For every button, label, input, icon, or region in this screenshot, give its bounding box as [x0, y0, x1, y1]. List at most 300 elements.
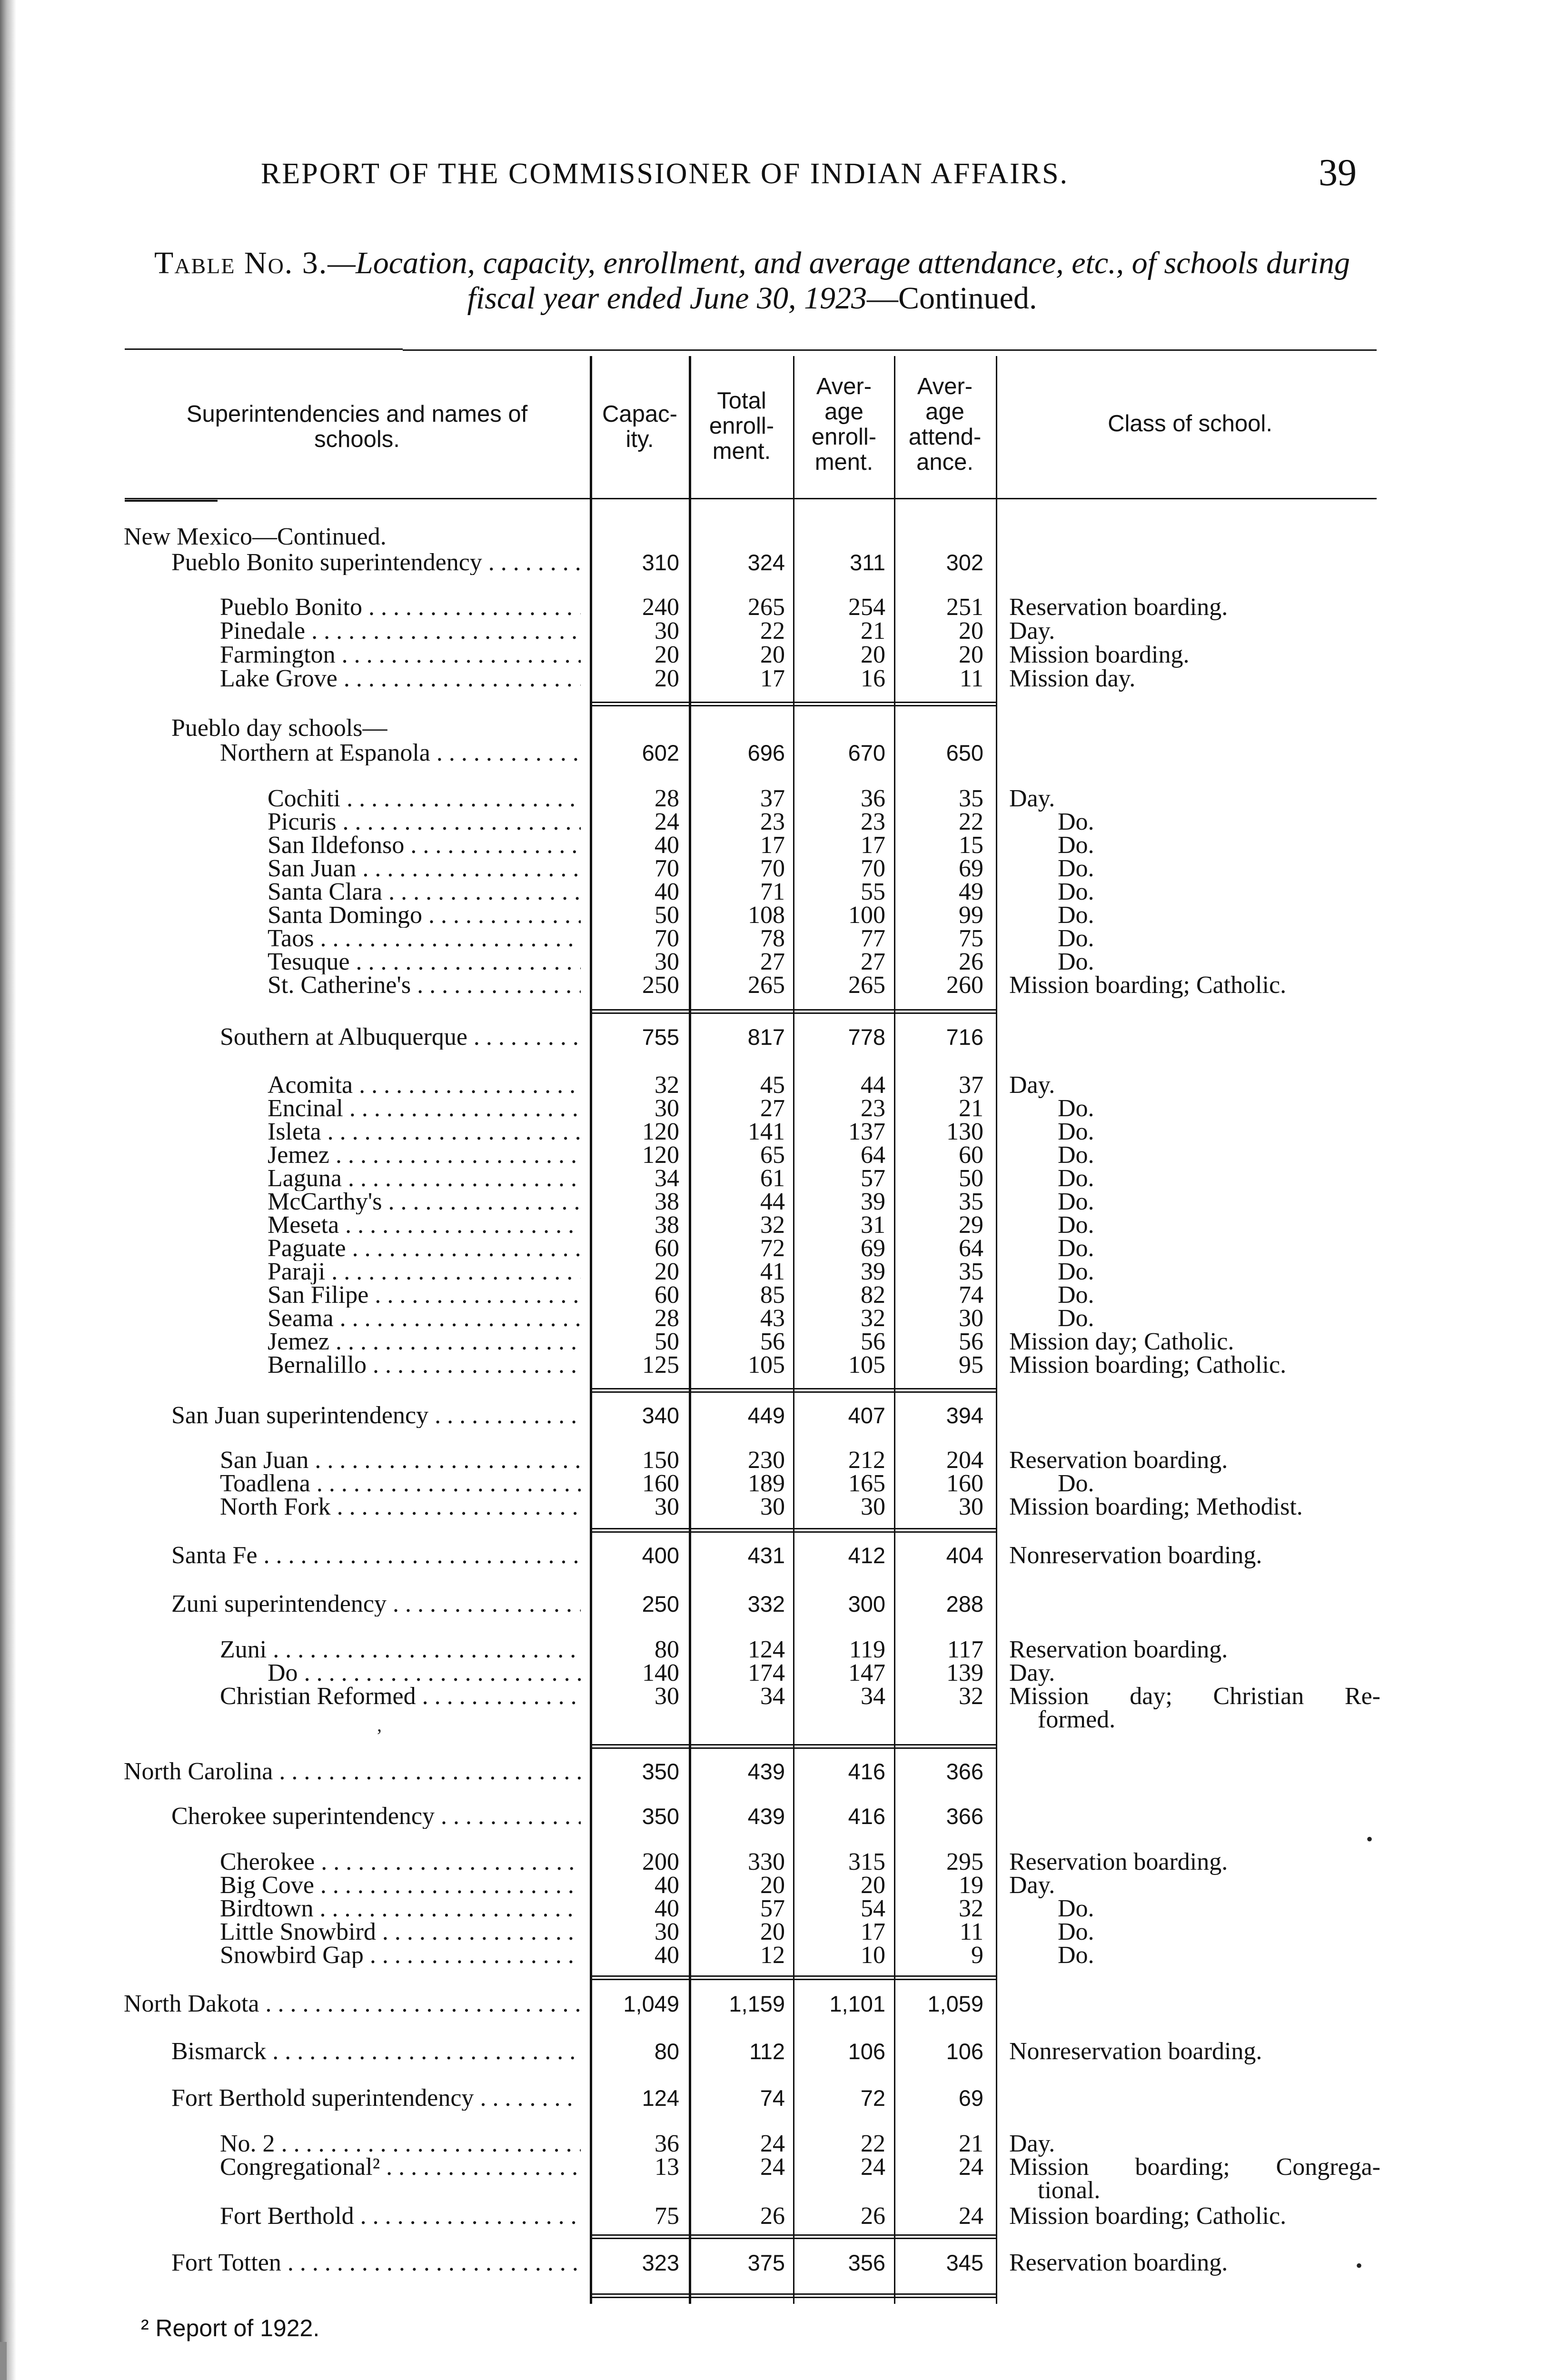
- class-of-school: Day.: [1009, 1659, 1055, 1686]
- class-of-school: Mission day; Christian Re-: [1009, 1683, 1380, 1710]
- school-name: Isleta . . .: [268, 1120, 581, 1144]
- total-enrollment-value: 439: [747, 1759, 785, 1784]
- page-edge-shadow-bottom: [0, 2342, 7, 2380]
- total-enrollment-value: 34: [760, 1683, 785, 1710]
- average-enrollment-value: 356: [848, 2250, 885, 2275]
- table-row: [0, 1495, 1558, 1519]
- school-name: Santa Domingo . . .: [268, 903, 581, 928]
- class-of-school: Do.: [1058, 1095, 1094, 1122]
- table-row: [0, 643, 1558, 667]
- subtotal-rule: [590, 1747, 997, 1749]
- school-name: Laguna . . .: [268, 1166, 581, 1191]
- class-of-school: formed.: [1038, 1706, 1116, 1733]
- average-attendance-value: 60: [959, 1141, 983, 1169]
- average-enrollment-value: 315: [848, 1848, 885, 1875]
- average-attendance-value: 11: [959, 665, 983, 692]
- school-name: Birdtown . . .: [220, 1896, 581, 1921]
- capacity-value: 150: [642, 1447, 679, 1474]
- capacity-value: 28: [655, 1305, 679, 1332]
- class-of-school: Do.: [1058, 1235, 1094, 1262]
- school-name: Do . . .: [268, 1661, 581, 1686]
- average-attendance-value: 49: [959, 878, 983, 905]
- class-of-school: Reservation boarding.: [1009, 1636, 1228, 1663]
- capacity-value: 310: [642, 550, 679, 575]
- total-enrollment-value: 141: [748, 1118, 785, 1145]
- average-attendance-value: 75: [959, 925, 983, 952]
- class-of-school: Mission boarding.: [1009, 641, 1190, 668]
- average-attendance-value: 404: [946, 1543, 983, 1568]
- average-attendance-value: 26: [959, 948, 983, 975]
- total-enrollment-value: 85: [760, 1281, 785, 1309]
- class-of-school: Do.: [1058, 1188, 1094, 1215]
- capacity-value: 124: [642, 2085, 679, 2111]
- total-enrollment-value: 27: [760, 948, 785, 975]
- total-enrollment-value: 30: [760, 1493, 785, 1520]
- school-name: Toadlena . . .: [220, 1471, 581, 1496]
- capacity-value: 340: [642, 1403, 679, 1428]
- capacity-value: 350: [642, 1804, 679, 1829]
- total-enrollment-value: 24: [760, 2130, 785, 2157]
- capacity-value: 1,049: [623, 1991, 679, 2016]
- average-attendance-value: 37: [959, 1071, 983, 1099]
- scan-mark: •: [1356, 2255, 1363, 2276]
- school-name: Little Snowbird . . .: [220, 1920, 581, 1944]
- total-enrollment-value: 44: [760, 1188, 785, 1215]
- capacity-value: 30: [655, 1095, 679, 1122]
- average-enrollment-value: 407: [848, 1403, 885, 1428]
- average-enrollment-value: 311: [850, 550, 885, 575]
- total-enrollment-value: 17: [760, 832, 785, 859]
- table-row: [0, 1073, 1558, 1098]
- capacity-value: 20: [655, 1258, 679, 1285]
- header-bottom-rule: [125, 498, 1377, 499]
- total-enrollment-value: 26: [760, 2202, 785, 2230]
- total-enrollment-value: 17: [760, 665, 785, 692]
- table-row: [0, 1096, 1558, 1121]
- table-row: [0, 1259, 1558, 1284]
- average-attendance-value: 99: [959, 902, 983, 929]
- class-of-school: Do.: [1058, 1211, 1094, 1239]
- table-row: [0, 880, 1558, 904]
- average-attendance-value: 295: [946, 1848, 983, 1875]
- scan-mark: •: [1366, 1828, 1373, 1850]
- average-attendance-value: 32: [959, 1895, 983, 1922]
- class-of-school: Mission boarding; Methodist.: [1009, 1493, 1303, 1520]
- table-row: [0, 1283, 1558, 1308]
- scan-mark: ,: [377, 1714, 382, 1735]
- total-enrollment-value: 330: [748, 1848, 785, 1875]
- capacity-value: 140: [642, 1659, 679, 1686]
- average-attendance-value: 366: [946, 1804, 983, 1829]
- school-name: North Fork . . .: [220, 1495, 581, 1519]
- capacity-value: 40: [655, 1942, 679, 1969]
- average-enrollment-value: 416: [848, 1804, 885, 1829]
- average-attendance-value: 50: [959, 1165, 983, 1192]
- class-of-school: Day.: [1009, 785, 1055, 812]
- average-attendance-value: 1,059: [927, 1991, 983, 2016]
- school-name: Acomita . . .: [268, 1073, 581, 1098]
- subtotal-rule: [590, 1744, 997, 1745]
- table-row: [0, 1661, 1558, 1686]
- class-of-school: Do.: [1058, 1165, 1094, 1192]
- school-name: North Dakota . . .: [124, 1992, 581, 2016]
- table-row: [0, 2039, 1558, 2064]
- table-caption: —Location, capacity, enrollment, and average attendance, etc., of schools during fiscal year ended June 30, 1923: [327, 246, 1350, 316]
- average-attendance-value: 64: [959, 1235, 983, 1262]
- capacity-value: 28: [655, 785, 679, 812]
- table-row: [0, 2132, 1558, 2156]
- total-enrollment-value: 61: [760, 1165, 785, 1192]
- school-name: Pueblo day schools—: [171, 716, 387, 741]
- capacity-value: 323: [642, 2250, 679, 2275]
- school-name: Tesuque . . .: [268, 950, 581, 974]
- subtotal-rule: [590, 1012, 997, 1014]
- average-enrollment-value: 16: [861, 665, 885, 692]
- total-enrollment-value: 72: [760, 1235, 785, 1262]
- school-name: Pinedale . . .: [220, 619, 581, 644]
- table-row: [0, 1684, 1558, 1709]
- average-enrollment-value: 31: [861, 1211, 885, 1239]
- school-name: New Mexico—Continued.: [124, 525, 387, 549]
- average-attendance-value: 56: [959, 1328, 983, 1355]
- capacity-value: 34: [655, 1165, 679, 1192]
- table-row: [0, 716, 1558, 741]
- average-attendance-value: 15: [959, 832, 983, 859]
- average-enrollment-value: 77: [861, 925, 885, 952]
- table-title: [124, 246, 1380, 316]
- class-of-school: Mission boarding; Catholic.: [1009, 2202, 1287, 2230]
- class-of-school: Do.: [1058, 1942, 1094, 1969]
- school-name: Snowbird Gap . . .: [220, 1943, 581, 1968]
- class-of-school: Do.: [1058, 925, 1094, 952]
- average-attendance-value: 69: [958, 2085, 983, 2111]
- class-of-school: Nonreservation boarding.: [1009, 1542, 1262, 1569]
- table-row: [0, 1190, 1558, 1214]
- total-enrollment-value: 324: [747, 550, 785, 575]
- total-enrollment-value: 108: [748, 902, 785, 929]
- school-name: Bismarck . . .: [171, 2039, 581, 2064]
- total-enrollment-value: 41: [760, 1258, 785, 1285]
- total-enrollment-value: 45: [760, 1071, 785, 1099]
- average-attendance-value: 130: [946, 1118, 983, 1145]
- school-name: Cochiti . . .: [268, 786, 581, 811]
- school-name: Zuni . . .: [220, 1637, 581, 1662]
- class-of-school: Day.: [1009, 1872, 1055, 1899]
- total-enrollment-value: 1,159: [729, 1991, 785, 2016]
- class-of-school: Mission boarding; Catholic.: [1009, 1351, 1287, 1378]
- table-row: [0, 1873, 1558, 1898]
- class-of-school: Mission boarding; Catholic.: [1009, 972, 1287, 999]
- total-enrollment-value: 20: [760, 1918, 785, 1945]
- average-enrollment-value: 265: [848, 972, 885, 999]
- total-enrollment-value: 12: [760, 1942, 785, 1969]
- table-top-rule-left: [125, 348, 403, 350]
- table-row: [0, 1543, 1558, 1568]
- school-name: Lake Grove . . .: [220, 666, 581, 691]
- subtotal-rule: [590, 1975, 997, 1977]
- average-enrollment-value: 72: [860, 2085, 885, 2111]
- total-enrollment-value: 174: [748, 1659, 785, 1686]
- average-enrollment-value: 36: [861, 785, 885, 812]
- average-enrollment-value: 20: [861, 641, 885, 668]
- school-name: San Juan . . .: [220, 1448, 581, 1473]
- capacity-value: 250: [642, 972, 679, 999]
- school-name: North Carolina . . .: [124, 1759, 581, 1784]
- total-enrollment-value: 56: [760, 1328, 785, 1355]
- capacity-value: 125: [642, 1351, 679, 1378]
- class-of-school: Reservation boarding.: [1009, 1848, 1228, 1875]
- school-name: San Filipe . . .: [268, 1283, 581, 1308]
- average-enrollment-value: 70: [861, 855, 885, 882]
- school-name: Bernalillo . . .: [268, 1353, 581, 1378]
- column-header-schools: Superintendencies and names of schools.: [186, 401, 528, 452]
- column-header-average-enrollment: Aver- age enroll- ment.: [811, 374, 877, 475]
- total-enrollment-value: 74: [760, 2085, 785, 2111]
- average-attendance-value: 302: [946, 550, 983, 575]
- capacity-value: 40: [655, 832, 679, 859]
- class-of-school: Reservation boarding.: [1009, 1447, 1228, 1474]
- school-name: Jemez . . .: [268, 1143, 581, 1168]
- school-name: Encinal . . .: [268, 1096, 581, 1121]
- average-enrollment-value: 34: [861, 1683, 885, 1710]
- school-name: Congregational² . . .: [220, 2155, 581, 2180]
- class-of-school: Do.: [1058, 808, 1094, 835]
- capacity-value: 30: [655, 1683, 679, 1710]
- subtotal-rule: [590, 1979, 997, 1980]
- school-name: San Juan . . .: [268, 856, 581, 881]
- school-name: No. 2 . . .: [220, 2132, 581, 2156]
- capacity-value: 60: [655, 1281, 679, 1309]
- table-row: [0, 810, 1558, 834]
- total-enrollment-value: 20: [760, 1872, 785, 1899]
- average-attendance-value: 35: [959, 785, 983, 812]
- average-enrollment-value: 137: [848, 1118, 885, 1145]
- capacity-value: 70: [655, 925, 679, 952]
- capacity-value: 38: [655, 1188, 679, 1215]
- school-name: Zuni superintendency . . .: [171, 1592, 581, 1616]
- average-enrollment-value: 27: [861, 948, 885, 975]
- average-attendance-value: 95: [959, 1351, 983, 1378]
- average-attendance-value: 29: [959, 1211, 983, 1239]
- capacity-value: 602: [642, 740, 679, 765]
- table-row: [0, 550, 1558, 575]
- total-enrollment-value: 439: [747, 1804, 785, 1829]
- total-enrollment-value: 70: [760, 855, 785, 882]
- table-row: [0, 595, 1558, 620]
- table-label: Table No. 3.: [154, 246, 328, 280]
- capacity-value: 240: [642, 594, 679, 621]
- table-bottom-rule: [590, 2293, 997, 2295]
- table-row: [0, 926, 1558, 951]
- table-row: [0, 1850, 1558, 1874]
- subtotal-rule: [590, 1391, 997, 1393]
- capacity-value: 36: [655, 2130, 679, 2157]
- average-attendance-value: 106: [946, 2039, 983, 2064]
- running-head: REPORT OF THE COMMISSIONER OF INDIAN AFFAIRS.: [261, 158, 1069, 190]
- average-attendance-value: 204: [946, 1447, 983, 1474]
- average-enrollment-value: 670: [848, 740, 885, 765]
- average-attendance-value: 650: [946, 740, 983, 765]
- average-enrollment-value: 105: [848, 1351, 885, 1378]
- total-enrollment-value: 449: [747, 1403, 785, 1428]
- average-enrollment-value: 24: [861, 2153, 885, 2181]
- class-of-school: Mission day.: [1009, 665, 1136, 692]
- table-row: [0, 2178, 1558, 2203]
- average-enrollment-value: 778: [848, 1024, 885, 1050]
- header-bottom-rule-accent: [125, 500, 218, 502]
- class-of-school: Do.: [1058, 902, 1094, 929]
- total-enrollment-value: 27: [760, 1095, 785, 1122]
- capacity-value: 20: [655, 665, 679, 692]
- capacity-value: 60: [655, 1235, 679, 1262]
- total-enrollment-value: 22: [760, 617, 785, 645]
- capacity-value: 13: [655, 2153, 679, 2181]
- subtotal-rule: [590, 702, 997, 703]
- table-row: [0, 1306, 1558, 1331]
- school-name: Cherokee superintendency . . .: [171, 1804, 581, 1829]
- capacity-value: 400: [642, 1543, 679, 1568]
- total-enrollment-value: 24: [760, 2153, 785, 2181]
- school-name: Cherokee . . .: [220, 1850, 581, 1874]
- average-enrollment-value: 82: [861, 1281, 885, 1309]
- school-name: St. Catherine's . . .: [268, 973, 581, 998]
- class-of-school: Do.: [1058, 1895, 1094, 1922]
- average-attendance-value: 30: [959, 1305, 983, 1332]
- capacity-value: 75: [655, 2202, 679, 2230]
- average-attendance-value: 716: [946, 1024, 983, 1050]
- total-enrollment-value: 65: [760, 1141, 785, 1169]
- table-row: [0, 950, 1558, 974]
- average-attendance-value: 394: [946, 1403, 983, 1428]
- average-attendance-value: 117: [947, 1636, 983, 1663]
- average-enrollment-value: 57: [861, 1165, 885, 1192]
- class-of-school: Do.: [1058, 948, 1094, 975]
- average-enrollment-value: 23: [861, 1095, 885, 1122]
- capacity-value: 30: [655, 617, 679, 645]
- average-enrollment-value: 55: [861, 878, 885, 905]
- average-enrollment-value: 254: [848, 594, 885, 621]
- table-row: [0, 1637, 1558, 1662]
- capacity-value: 160: [642, 1470, 679, 1497]
- total-enrollment-value: 57: [760, 1895, 785, 1922]
- table-row: [0, 1120, 1558, 1144]
- school-name: Santa Fe . . .: [171, 1543, 581, 1568]
- footnote: ² Report of 1922.: [141, 2315, 320, 2341]
- average-enrollment-value: 39: [861, 1188, 885, 1215]
- average-attendance-value: 20: [959, 641, 983, 668]
- class-of-school: tional.: [1038, 2177, 1101, 2204]
- class-of-school: Do.: [1058, 1118, 1094, 1145]
- total-enrollment-value: 124: [748, 1636, 785, 1663]
- capacity-value: 40: [655, 1895, 679, 1922]
- average-enrollment-value: 64: [861, 1141, 885, 1169]
- table-row: [0, 2155, 1558, 2180]
- total-enrollment-value: 265: [748, 972, 785, 999]
- capacity-value: 120: [642, 1141, 679, 1169]
- table-row: [0, 1707, 1558, 1732]
- class-of-school: Do.: [1058, 1281, 1094, 1309]
- average-enrollment-value: 119: [849, 1636, 885, 1663]
- subtotal-rule: [590, 1528, 997, 1529]
- average-attendance-value: 21: [959, 2130, 983, 2157]
- school-name: Big Cove . . .: [220, 1873, 581, 1898]
- average-enrollment-value: 416: [848, 1759, 885, 1784]
- total-enrollment-value: 332: [747, 1591, 785, 1616]
- subtotal-rule: [590, 1009, 997, 1011]
- capacity-value: 250: [642, 1591, 679, 1616]
- average-enrollment-value: 69: [861, 1235, 885, 1262]
- capacity-value: 40: [655, 1872, 679, 1899]
- average-enrollment-value: 165: [848, 1470, 885, 1497]
- average-attendance-value: 260: [946, 972, 983, 999]
- average-enrollment-value: 21: [861, 617, 885, 645]
- total-enrollment-value: 375: [747, 2250, 785, 2275]
- table-row: [0, 2251, 1558, 2275]
- capacity-value: 20: [655, 641, 679, 668]
- subtotal-rule: [590, 1388, 997, 1389]
- average-enrollment-value: 10: [861, 1942, 885, 1969]
- subtotal-rule: [590, 2234, 997, 2236]
- table-row: [0, 833, 1558, 858]
- column-header-capacity: Capac- ity.: [602, 401, 677, 452]
- average-attendance-value: 9: [971, 1942, 983, 1969]
- average-enrollment-value: 106: [848, 2039, 885, 2064]
- total-enrollment-value: 105: [748, 1351, 785, 1378]
- table-row: [0, 1592, 1558, 1616]
- class-of-school: Nonreservation boarding.: [1009, 2038, 1262, 2065]
- class-of-school: Day.: [1009, 617, 1055, 645]
- average-attendance-value: 251: [946, 594, 983, 621]
- average-attendance-value: 35: [959, 1188, 983, 1215]
- average-attendance-value: 20: [959, 617, 983, 645]
- school-name: Fort Totten . . .: [171, 2251, 581, 2275]
- average-attendance-value: 11: [959, 1918, 983, 1945]
- average-attendance-value: 32: [959, 1683, 983, 1710]
- capacity-value: 30: [655, 1493, 679, 1520]
- table-continued: —Continued.: [866, 281, 1037, 316]
- capacity-value: 200: [642, 1848, 679, 1875]
- table-row: [0, 903, 1558, 928]
- average-attendance-value: 30: [959, 1493, 983, 1520]
- total-enrollment-value: 71: [760, 878, 785, 905]
- capacity-value: 30: [655, 1918, 679, 1945]
- average-attendance-value: 139: [946, 1659, 983, 1686]
- table-row: [0, 1236, 1558, 1261]
- average-enrollment-value: 412: [848, 1543, 885, 1568]
- school-name: Paguate . . .: [268, 1236, 581, 1261]
- table-row: [0, 1759, 1558, 1784]
- capacity-value: 38: [655, 1211, 679, 1239]
- average-attendance-value: 35: [959, 1258, 983, 1285]
- capacity-value: 32: [655, 1071, 679, 1099]
- total-enrollment-value: 78: [760, 925, 785, 952]
- table-row: [0, 1920, 1558, 1944]
- table-row: [0, 1329, 1558, 1354]
- subtotal-rule: [590, 705, 997, 706]
- school-name: Fort Berthold . . .: [220, 2204, 581, 2229]
- capacity-value: 40: [655, 878, 679, 905]
- average-enrollment-value: 20: [861, 1872, 885, 1899]
- capacity-value: 80: [654, 2039, 679, 2064]
- table-row: [0, 1804, 1558, 1829]
- class-of-school: Reservation boarding.: [1009, 2249, 1228, 2276]
- class-of-school: Do.: [1058, 1141, 1094, 1169]
- total-enrollment-value: 37: [760, 785, 785, 812]
- average-enrollment-value: 26: [861, 2202, 885, 2230]
- capacity-value: 30: [655, 948, 679, 975]
- class-of-school: Do.: [1058, 1258, 1094, 1285]
- capacity-value: 24: [655, 808, 679, 835]
